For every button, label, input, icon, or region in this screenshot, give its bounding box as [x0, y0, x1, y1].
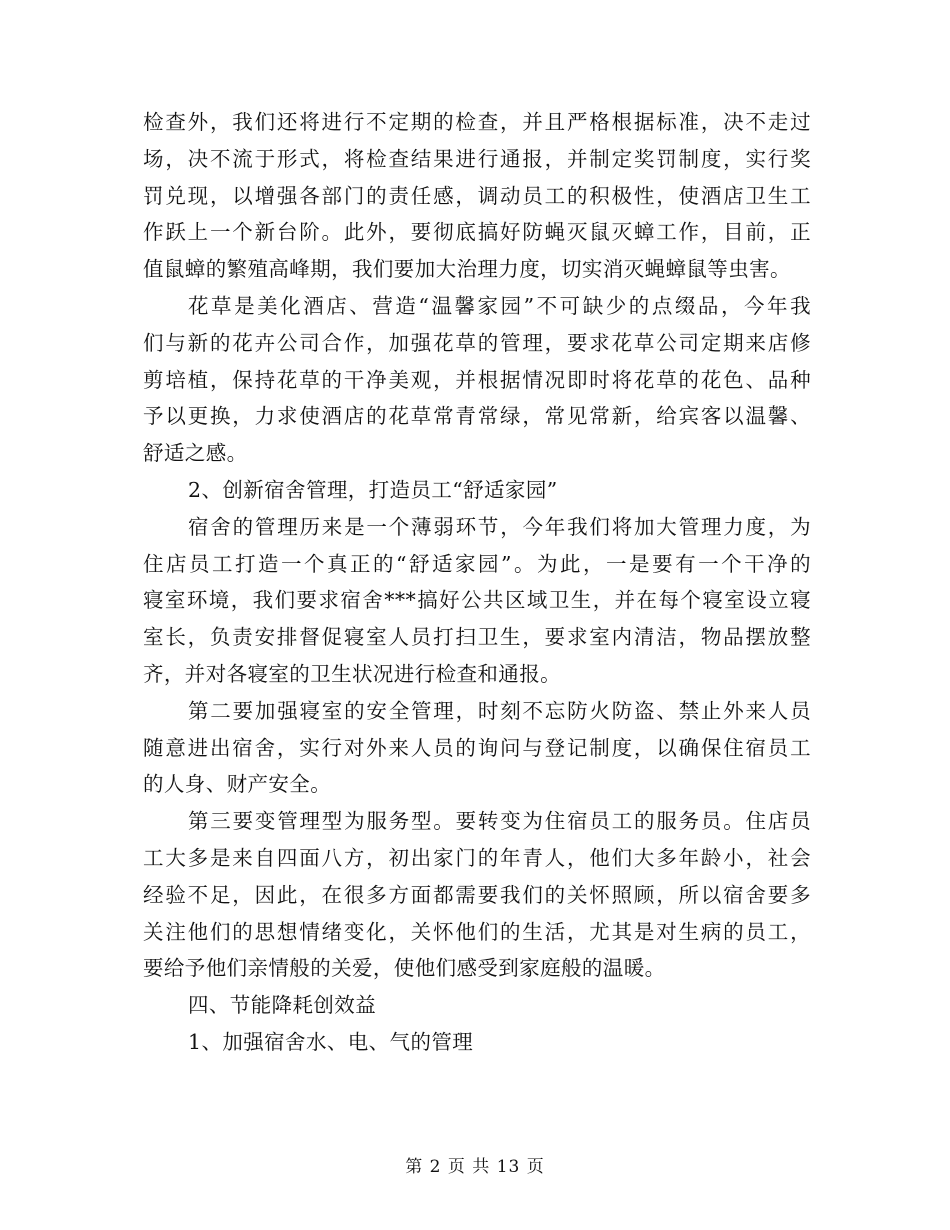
- text-line: 宿舍的管理历来是一个薄弱环节，今年我们将加大管理力度，为: [188, 514, 811, 539]
- text-line: 舒适之感。: [143, 441, 248, 466]
- page-footer: 第 2 页 共 13 页: [405, 1157, 545, 1177]
- text-line: 要给予他们亲情般的关爱，使他们感受到家庭般的温暖。: [143, 956, 666, 981]
- text-line: 住店员工打造一个真正的“舒适家园”。为此，一是要有一个干净的: [143, 551, 811, 576]
- text-line: 工大多是来自四面八方，初出家门的年青人，他们大多年龄小，社会: [143, 845, 811, 870]
- text-line: 1、加强宿舍水、电、气的管理: [188, 1029, 474, 1054]
- document-body: [143, 104, 811, 1061]
- text-line: 关注他们的思想情绪变化，关怀他们的生活，尤其是对生病的员工，: [143, 919, 811, 944]
- text-line: 的人身、财产安全。: [143, 772, 332, 797]
- text-line: 花草是美化酒店、营造“温馨家园”不可缺少的点缀品，今年我: [188, 293, 811, 318]
- text-line: 作跃上一个新台阶。此外，要彻底搞好防蝇灭鼠灭蟑工作，目前，正: [143, 220, 811, 245]
- text-line: 四、节能降耗创效益: [188, 993, 377, 1018]
- text-line: 予以更换，力求使酒店的花草常青常绿，常见常新，给宾客以温馨、: [143, 404, 811, 429]
- text-line: 罚兑现，以增强各部门的责任感，调动员工的积极性，使酒店卫生工: [143, 183, 811, 208]
- text-line: 剪培植，保持花草的干净美观，并根据情况即时将花草的花色、品种: [143, 367, 811, 392]
- text-line: 第二要加强寝室的安全管理，时刻不忘防火防盗、禁止外来人员: [188, 698, 811, 723]
- text-line: 寝室环境，我们要求宿舍***搞好公共区域卫生，并在每个寝室设立寝: [143, 588, 811, 613]
- text-line: 值鼠蟑的繁殖高峰期，我们要加大治理力度，切实消灭蝇蟑鼠等虫害。: [143, 257, 791, 282]
- text-line: 第三要变管理型为服务型。要转变为住宿员工的服务员。住店员: [188, 809, 811, 834]
- text-line: 齐，并对各寝室的卫生状况进行检查和通报。: [143, 661, 561, 686]
- text-line: 室长，负责安排督促寝室人员打扫卫生，要求室内清洁，物品摆放整: [143, 625, 811, 650]
- text-line: 们与新的花卉公司合作，加强花草的管理，要求花草公司定期来店修: [143, 330, 811, 355]
- text-line: 2、创新宿舍管理，打造员工“舒适家园”: [188, 477, 558, 502]
- text-line: 场，决不流于形式，将检查结果进行通报，并制定奖罚制度，实行奖: [143, 146, 811, 171]
- text-line: 随意进出宿舍，实行对外来人员的询问与登记制度，以确保住宿员工: [143, 735, 811, 760]
- text-line: 经验不足，因此，在很多方面都需要我们的关怀照顾，所以宿舍要多: [143, 882, 811, 907]
- text-line: 检查外，我们还将进行不定期的检查，并且严格根据标准，决不走过: [143, 110, 811, 134]
